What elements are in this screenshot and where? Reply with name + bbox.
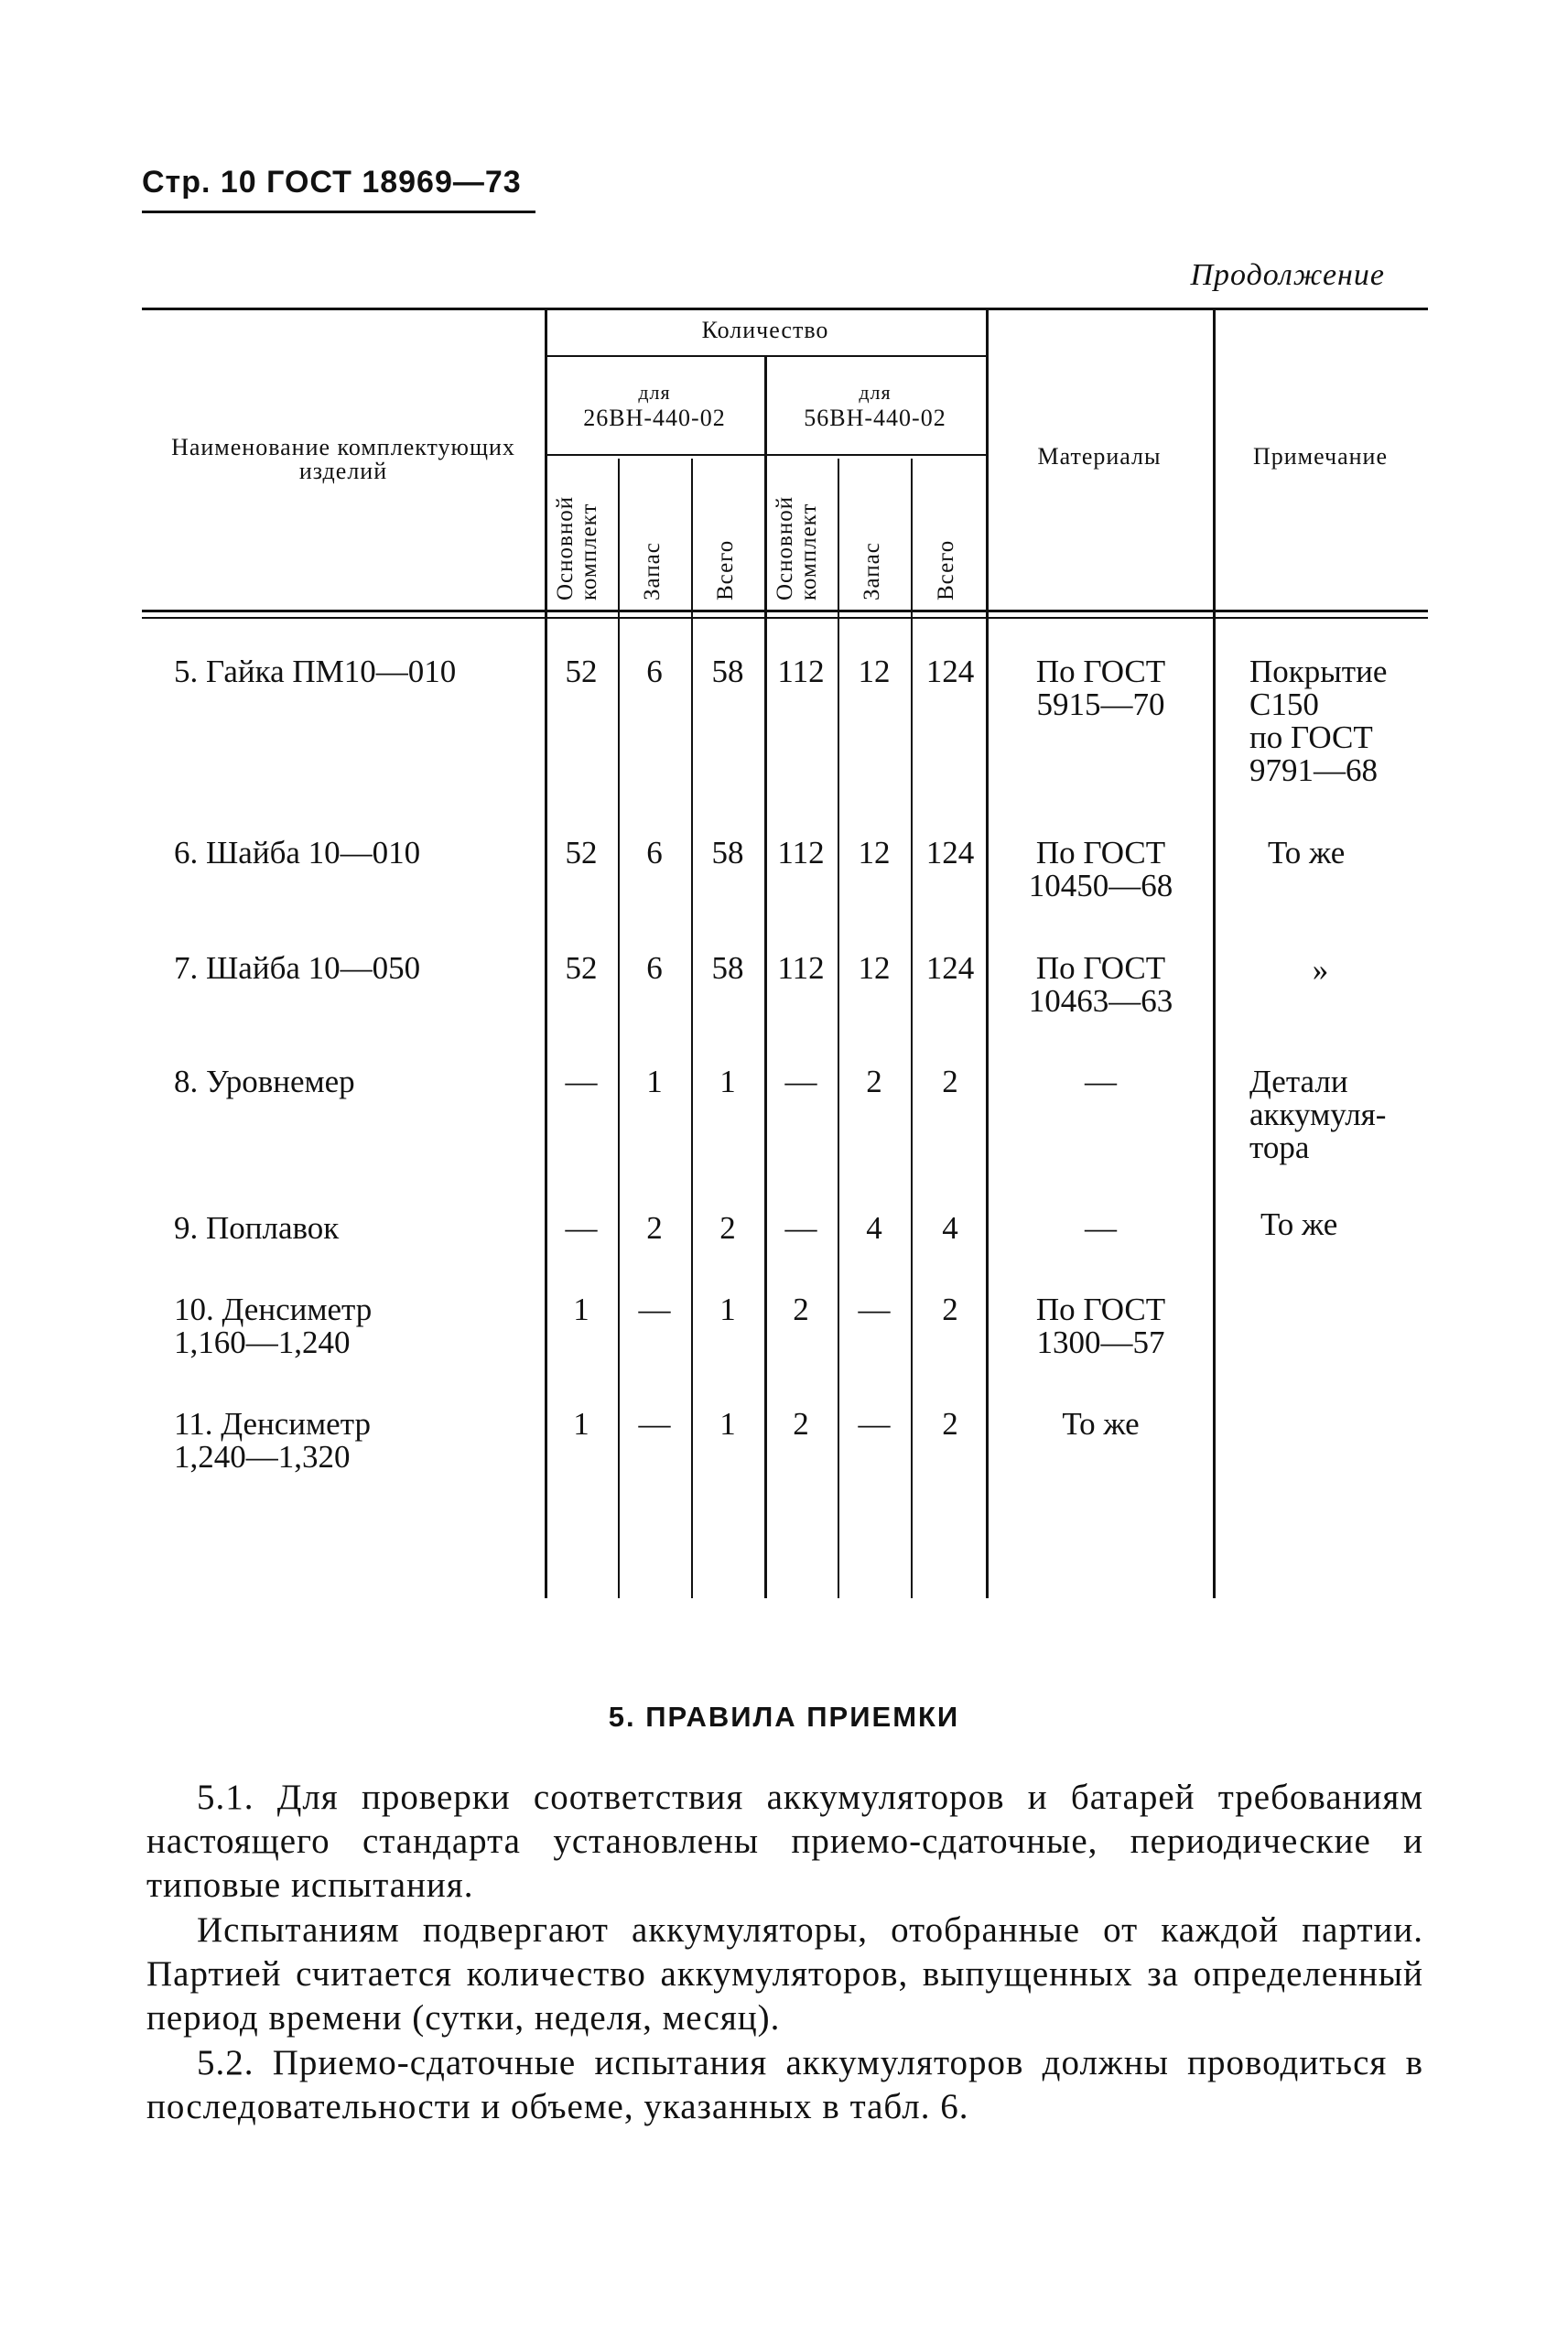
row-name: 5. Гайка ПМ10—010 [174, 654, 457, 689]
val-spare-2: 4 [866, 1210, 882, 1246]
val-total-1: 1 [719, 1064, 736, 1099]
val-main-2: 112 [777, 654, 825, 689]
val-spare-1: — [638, 1406, 671, 1442]
group1-model: 26ВН-440-02 [583, 405, 726, 431]
continuation-label: Продолжение [1190, 258, 1385, 292]
row-name: 9. Поплавок [174, 1210, 340, 1246]
val-total-2: 2 [942, 1064, 958, 1099]
header-materials: Материалы [1037, 443, 1162, 470]
val-total-1: 2 [719, 1210, 736, 1246]
sub-main-2: Основной комплект [773, 495, 821, 600]
col-line [691, 459, 693, 1598]
val-main-2: 112 [777, 950, 825, 986]
val-main-2: — [784, 1064, 817, 1099]
row-note: Детали аккумуля- тора [1249, 1064, 1387, 1165]
sub-total-1: Всего [713, 539, 738, 600]
val-main-2: 2 [793, 1292, 809, 1327]
col-line [618, 459, 620, 1598]
val-total-1: 58 [711, 835, 744, 871]
row-name: 6. Шайба 10—010 [174, 835, 421, 871]
row-name: 8. Уровнемер [174, 1064, 355, 1099]
row-note: То же [1268, 835, 1346, 871]
val-spare-2: 12 [858, 950, 891, 986]
val-total-1: 58 [711, 950, 744, 986]
col-line [545, 308, 547, 1598]
val-spare-1: 6 [646, 654, 663, 689]
row-material: По ГОСТ 10450—68 [1028, 835, 1173, 903]
row-note: » [1312, 952, 1329, 988]
col-line [911, 459, 913, 1598]
section-title: 5. ПРАВИЛА ПРИЕМКИ [608, 1701, 960, 1733]
group2-model: 56ВН-440-02 [804, 405, 946, 431]
val-total-1: 1 [719, 1292, 736, 1327]
val-total-2: 2 [942, 1406, 958, 1442]
val-spare-2: 2 [866, 1064, 882, 1099]
val-total-1: 1 [719, 1406, 736, 1442]
paragraph-5-1: 5.1. Для проверки соответствия аккумуляторов и батарей требованиям настоящего стандарта установлены приемо-сдаточные, периодические и типовые испытания. [146, 1778, 1423, 1905]
header-bottom-rule [142, 610, 1428, 612]
val-spare-1: — [638, 1292, 671, 1327]
col-line [1213, 308, 1216, 1598]
paragraph-tests: Испытаниям подвергают аккумуляторы, отобранные от каждой партии. Партией считается количество аккумуляторов, выпущенных за определенный период времени (сутки, неделя, месяц). [146, 1910, 1423, 2038]
val-main-1: 52 [565, 950, 598, 986]
sub-spare-2: Запас [860, 542, 884, 600]
row-note: Покрытие С150 по ГОСТ 9791—68 [1249, 654, 1388, 788]
val-spare-2: — [858, 1292, 891, 1327]
val-spare-2: — [858, 1406, 891, 1442]
sub-total-2: Всего [934, 539, 958, 600]
val-main-1: 1 [573, 1292, 589, 1327]
val-total-2: 124 [925, 950, 975, 986]
row-name: 11. Денсиметр 1,240—1,320 [174, 1406, 371, 1475]
val-main-1: — [565, 1064, 598, 1099]
val-main-1: 1 [573, 1406, 589, 1442]
paragraph-5-2: 5.2. Приемо-сдаточные испытания аккумуляторов должны проводиться в последовательности и объеме, указанных в табл. 6. [146, 2043, 1423, 2126]
header-bottom-rule-2 [142, 617, 1428, 619]
val-main-1: 52 [565, 835, 598, 871]
val-spare-1: 2 [646, 1210, 663, 1246]
val-spare-2: 12 [858, 654, 891, 689]
val-spare-1: 1 [646, 1064, 663, 1099]
val-total-2: 124 [925, 835, 975, 871]
row-material: То же [1062, 1406, 1140, 1442]
page-reference: Стр. 10 ГОСТ 18969—73 [142, 165, 522, 200]
row-note: То же [1260, 1206, 1338, 1242]
header-note: Примечание [1252, 443, 1389, 470]
row-name: 10. Денсиметр 1,160—1,240 [174, 1292, 373, 1360]
val-total-2: 2 [942, 1292, 958, 1327]
page-header [142, 165, 522, 200]
val-total-2: 4 [942, 1210, 958, 1246]
row-material: По ГОСТ 1300—57 [1035, 1292, 1166, 1360]
val-main-2: 2 [793, 1406, 809, 1442]
val-main-2: — [784, 1210, 817, 1246]
val-main-2: 112 [777, 835, 825, 871]
val-main-1: — [565, 1210, 598, 1246]
val-spare-1: 6 [646, 950, 663, 986]
val-total-2: 124 [925, 654, 975, 689]
header-quantity: Количество [701, 317, 829, 343]
val-spare-1: 6 [646, 835, 663, 871]
row-material: По ГОСТ 5915—70 [1035, 654, 1166, 722]
val-main-1: 52 [565, 654, 598, 689]
group1-label: для [638, 381, 671, 404]
sub-spare-1: Запас [640, 542, 665, 600]
row-material: — [1085, 1064, 1117, 1099]
row-material: — [1085, 1210, 1117, 1246]
val-total-1: 58 [711, 654, 744, 689]
header-rule [142, 211, 535, 213]
table-top-rule [142, 308, 1428, 310]
header-name: Наименование комплектующих изделий [171, 434, 515, 484]
row-name: 7. Шайба 10—050 [174, 950, 421, 986]
col-line [838, 459, 839, 1598]
col-line [764, 355, 767, 1598]
val-spare-2: 12 [858, 835, 891, 871]
row-material: По ГОСТ 10463—63 [1028, 950, 1173, 1019]
group2-label: для [859, 381, 892, 404]
sub-main-1: Основной комплект [553, 495, 601, 600]
components-table [142, 308, 1428, 1607]
